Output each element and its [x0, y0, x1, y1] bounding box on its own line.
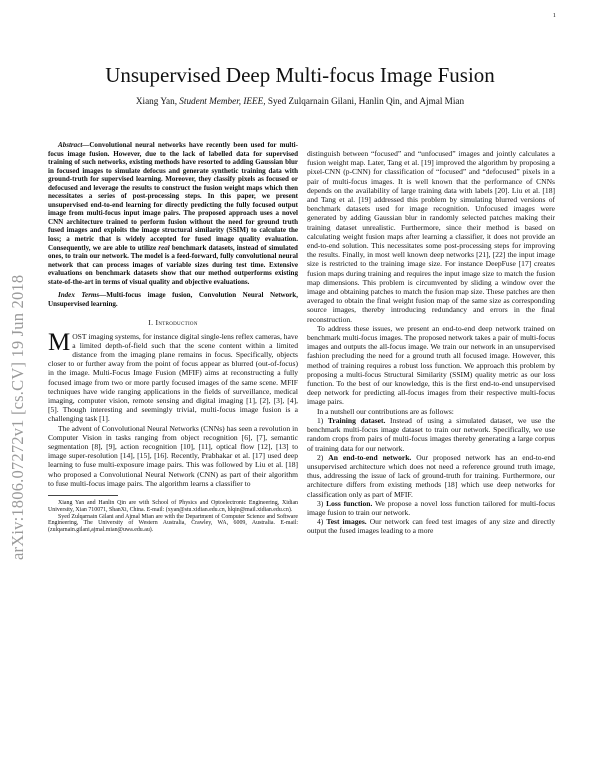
item-number: 2) — [317, 452, 324, 462]
abstract-label: Abstract — [58, 141, 83, 149]
section-heading: I. Introduction — [148, 318, 198, 328]
index-terms — [48, 291, 298, 308]
contribution-item — [307, 517, 555, 535]
item-number: 3) — [317, 498, 324, 508]
contribution-item — [307, 499, 555, 517]
drop-cap: M — [48, 328, 71, 356]
intro-paragraph-1 — [48, 328, 298, 424]
item-head: Loss function. — [326, 498, 373, 508]
index-terms-label: Index Terms — [58, 291, 100, 300]
right-paragraph-1: distinguish between “focused” and “unfocused” images and jointly calculates a fusion weight map. Later, Tang et al. [19] improved the algorithm by proposing a pixel-CNN (p-CNN) for classification of “focused” and “defocused” pixels in a pair of multi-focus images. It is well known that the performance of CNNs depends on the availability of large training data with labels [20]. Liu et al. [18] and Tang et al. [19] addressed this problem by simulating blurred versions of benchmark datasets used for image recognition. Unfocused images were generated by adding Gaussian blur in randomly selected patches making their training dataset unrealistic. Furthermore, since their method is based on calculating weight fusion maps after learning a classifier, it does not provide an end-to-end solution. This necessitates some post-processing steps for improving the results. Finally, in most well known deep networks [21], [22] the input image size is restricted to the training image size. For instance DeepFuse [17] creates fusion maps during training and requires the input image size to match the fusion map dimensions. This problem is circumvented by sliding a window over the image and obtaining patches to match the fusion map size. These patches are then averaged to obtain the final weight fusion map of the same size as corresponding source images, thereby introducing redundancy and errors in the final reconstruction. — [307, 149, 555, 324]
item-text: Our network can feed test images of any size and directly output the fused images leading to a more — [307, 517, 555, 536]
arxiv-stamp: arXiv:1806.07272v1 [cs.CV] 19 Jun 2018 — [8, 274, 27, 560]
page-number: 1 — [552, 12, 556, 19]
contribution-item — [307, 416, 555, 453]
right-paragraph-2: To address these issues, we present an end-to-end deep network trained on benchmark multi-focus images. The proposed network takes a pair of multi-focus images and outputs the all-focus image. We train our network in an unsupervised fashion precluding the need for a ground truth all focused image. However, this method of training requires a robust loss function. We approach this problem by proposing a multi-focus Structural Similarity (SSIM) quality metric as our loss function. To the best of our knowledge, this is the first end-to-end unsupervised deep network for predicting all-focus images from their respective multi-focus image pairs. — [307, 323, 555, 407]
item-text: Our proposed network has an end-to-end unsupervised architecture which does not need a reference ground truth image, thus, addressing the issue of lack of ground-truth for training. Furthermore, our architecture differs from existing methods [18] which use deep networks for classification only as part of MFIF. — [307, 452, 555, 499]
item-number: 1) — [317, 415, 324, 425]
author-xiang: Xiang Yan, — [135, 96, 177, 106]
paper-title: Unsupervised Deep Multi-focus Image Fusion — [105, 63, 495, 87]
right-paragraph-3: In a nutshell our contributions are as follows: — [317, 406, 454, 416]
footnote-rule — [48, 495, 118, 496]
contribution-item — [307, 453, 555, 499]
first-word: OST — [72, 331, 87, 341]
item-head: Training dataset. — [327, 415, 386, 425]
left-column — [48, 141, 298, 534]
footnote-2: Syed Zulqarnain Gilani and Ajmal Mian are with the Department of Computer Science and Software Engineering, The University of Western Australia, Crawley, WA, 6009, Australia. E-mail: (zulqarnain.gilani,ajmal.mian@uwa.edu.au). — [48, 513, 298, 534]
right-column — [307, 149, 555, 536]
abstract — [48, 141, 298, 286]
item-head: Test images. — [326, 517, 367, 527]
abstract-text: —Convolutional neural networks have recently been used for multi-focus image fusion. However, due to the lack of labelled data for supervised training of such networks, existing methods have resorted to adding Gaussian blur in focused images to simulate defocus and generate synthetic training data with ground-truth for supervised learning. Moreover, they classify pixels as focused or defocused and leverage the results to construct the fusion weight maps which then necessitates a series of post-processing steps. In this paper, we present unsupervised end-to-end learning for directly predicting the fully focused output image from multi-focus input image pairs. The proposed approach uses a novel CNN architecture trained to perform fusion without the need for ground truth fused images and exploits the image structural similarity (SSIM) to calculate the loss; a metric that is widely accepted for fused image quality evaluation. Consequently, we are able to utilize — [48, 141, 298, 252]
author-list — [0, 96, 600, 106]
index-terms-text: —Multi-focus image fusion, Convolution Neural Network, Unsupervised learning. — [48, 291, 298, 308]
intro-paragraph-2: The advent of Convolutional Neural Networks (CNNs) has seen a revolution in Computer Vision in tasks ranging from object recognition [6], [7], semantic segmentation [8], [9], action recognition [10], [11], optical flow [12], [13] to image super-resolution [14], [15], [16]. Recently, Prabhakar et al. [17] used deep learning to fuse multi-exposure image pairs. This was followed by Liu et al. [18] who proposed a Convolutional Neural Network (CNN) as part of their algorithm to fuse multi-focus image pairs. The algorithm learns a classifier to — [48, 423, 298, 488]
item-head: An end-to-end network. — [328, 452, 412, 462]
abstract-text-end: benchmark datasets, instead of simulated ones, to train our network. The model is a feed-forward, fully convolutional neural network that can process images of variable sizes during test time. Extensive evaluations on benchmark datasets show that our method outperforms existing state-of-the-art in terms of visual quality and objective evaluations. — [48, 243, 298, 286]
author-others: Syed Zulqarnain Gilani, Hanlin Qin, and Ajmal Mian — [267, 96, 465, 106]
item-number: 4) — [317, 517, 324, 527]
intro-p1-text: imaging systems, for instance digital single-lens reflex cameras, have a limited depth-of-field such that the scene content within a limited distance from the imaging plane remains in focus. Specifically, objects closer to or further away from the point of focus appear as blurred (out-of-focus) in the image. Multi-Focus Image Fusion (MFIF) aims at reconstructing a fully focused image from two or more partly focused images of the same scene. MFIF techniques have wide ranging applications in the fields of surveillance, medical imaging, computer vision, remote sensing and digital imaging [1], [2], [3], [4], [5]. Though interesting and seemingly trivial, multi-focus image fusion is a challenging task [1]. — [48, 331, 298, 424]
footnote-1: Xiang Yan and Hanlin Qin are with School of Physics and Optoelectronic Engineering, Xidian University, Xian 710071, ShanXi, China. E-mail: (xyan@stu.xidian.edu.cn, hlqin@mail.xidian.edu.cn). — [48, 500, 298, 513]
item-text: Instead of using a simulated dataset, we use the benchmark multi-focus image dataset to train our network. Specifically, we use random crops from pairs of multi-focus images thereby generating a large corpus of training data for our network. — [307, 415, 555, 453]
abstract-real: real — [158, 243, 170, 252]
author-xiang-role: Student Member, IEEE, — [179, 96, 266, 106]
item-text: We propose a novel loss function tailored for multi-focus image fusion to train our network. — [307, 498, 556, 517]
